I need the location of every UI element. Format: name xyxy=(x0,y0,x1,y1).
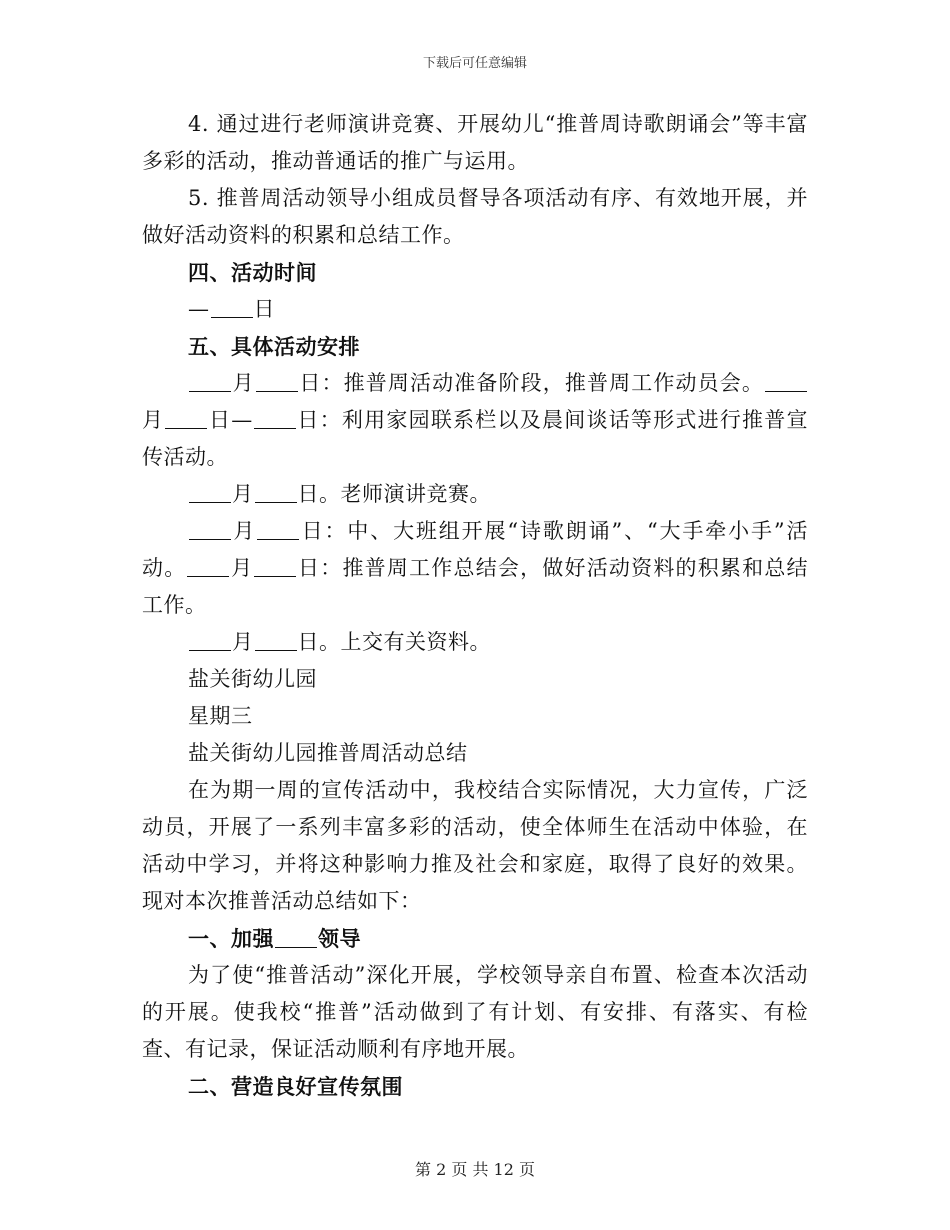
schedule-entry-1-2: 月 日：推普周活动准备阶段，推普周工作动员会。月 日— 日：利用家园联系栏以及晨间谈话等形式进行推普宣传活动。 xyxy=(142,371,809,469)
schedule-entry-6: 月 日。上交有关资料。 xyxy=(142,624,808,661)
signature-org: 盐关街幼儿园 xyxy=(188,667,317,691)
summary-title: 盐关街幼儿园推普周活动总结 xyxy=(188,741,468,765)
schedule-entry-4-5: 月 日：中、大班组开展“诗歌朗诵”、“大手牵小手”活动。 月 日：推普周工作总结会，做好活动资料的积累和总结工作。 xyxy=(142,519,809,617)
blank-field xyxy=(254,556,296,577)
blank-field xyxy=(255,482,297,503)
item-4: 4. 通过进行老师演讲竞赛、开展幼儿“推普周诗歌朗诵会”等丰富多彩的活动，推动普通话的推广与运用。 xyxy=(142,112,808,173)
schedule-entry-3: 月 日。老师演讲竞赛。 xyxy=(142,476,808,513)
blank-field xyxy=(255,630,297,651)
blank-field xyxy=(275,927,317,948)
item-5: 5. 推普周活动领导小组成员督导各项活动有序、有效地开展，并做好活动资料的积累和总结工作。 xyxy=(142,186,808,247)
summary-paragraph-1: 为了使“推普活动”深化开展，学校领导亲自布置、检查本次活动的开展。使我校“推普”活动做到了有计划、有安排、有落实、有检查、有记录，保证活动顺利有序地开展。 xyxy=(142,963,808,1061)
page-header: 下载后可任意编辑 xyxy=(422,56,527,71)
summary-intro: 在为期一周的宣传活动中，我校结合实际情况，大力宣传，广泛动员，开展了一系列丰富多彩的活动，使全体师生在活动中体验，在活动中学习，并将这种影响力推及社会和家庭，取得了良好的效果。现对本次推普活动总结如下： xyxy=(142,778,808,913)
signature-weekday: 星期三 xyxy=(188,704,253,728)
blank-field xyxy=(254,408,296,429)
activity-time: — 日 xyxy=(188,297,275,321)
summary-heading-2: 二、营造良好宣传氛围 xyxy=(188,1074,403,1099)
blank-field xyxy=(189,519,231,540)
blank-field xyxy=(257,519,299,540)
blank-field xyxy=(189,371,231,392)
section-5-heading: 五、具体活动安排 xyxy=(188,334,360,359)
blank-field xyxy=(165,408,207,429)
page-footer: 第 2 页 共 12 页 xyxy=(415,1160,535,1179)
document-body xyxy=(142,106,808,1105)
blank-field xyxy=(765,371,807,392)
section-4-heading: 四、活动时间 xyxy=(188,260,317,285)
blank-field xyxy=(211,297,253,318)
blank-field xyxy=(187,556,229,577)
blank-field xyxy=(256,371,298,392)
summary-heading-1: 一、加强 领导 xyxy=(188,926,361,951)
blank-field xyxy=(189,630,231,651)
blank-field xyxy=(189,482,231,503)
